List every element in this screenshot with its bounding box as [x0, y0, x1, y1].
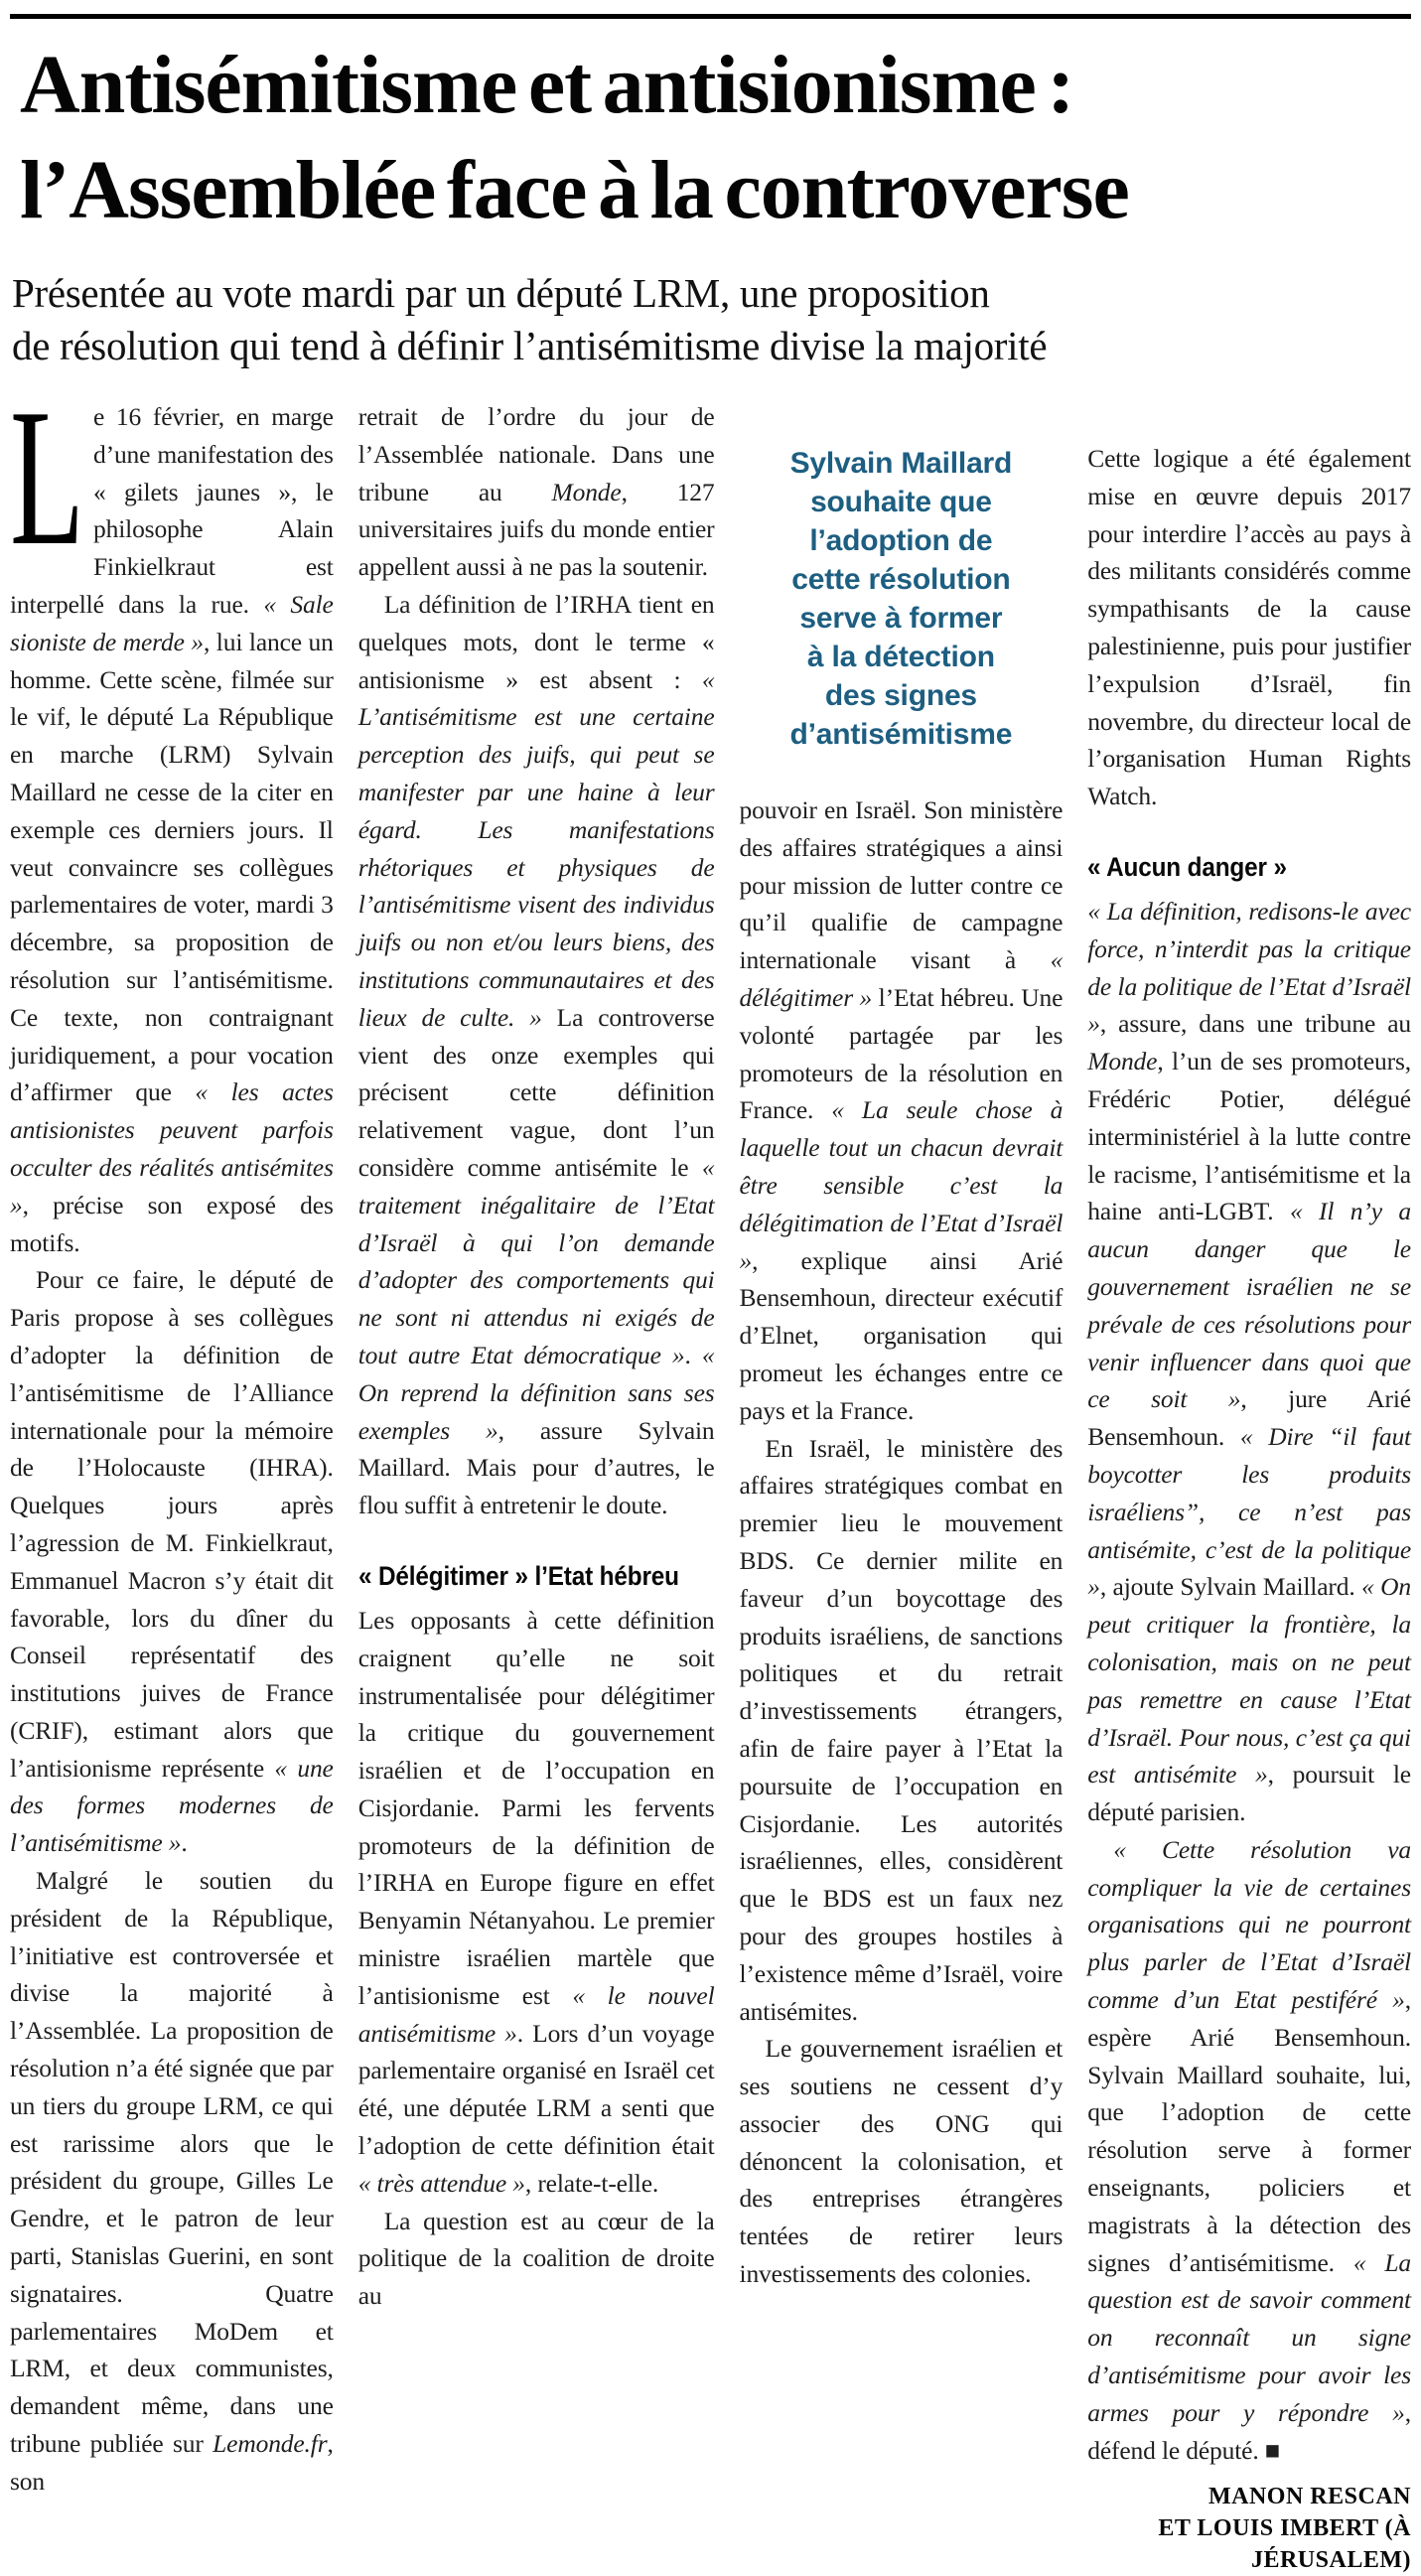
text-run: , précise son exposé des motifs. — [10, 1190, 334, 1257]
text-run: « La question est de savoir comment on reconnaît un signe d’antisémitisme pour avoir les armes pour y répondre » — [1087, 2247, 1411, 2427]
body-paragraph — [358, 1602, 715, 2203]
text-run: , défend le député. ■ — [1087, 2397, 1411, 2465]
headline-line-2: l’Assemblée face à la controverse — [20, 144, 1129, 236]
text-run: , espère Arié Bensemhoun. Sylvain Maillard souhaite, lui, que l’adoption de cette résolution serve à former enseignants, policiers et magistrats à la détection des signes d’antisémitisme. — [1087, 1985, 1411, 2277]
text-run: , jure Arié Bensemhoun. — [1087, 1384, 1411, 1452]
byline — [1087, 2481, 1411, 2576]
text-run: Pour ce faire, le député de Paris propose à ses collègues d’adopter la définition de l’antisémitisme de l’Alliance internationale pour la mémoire de l’Holocauste (IHRA). Quelques jours après l’agression de M. Finkielkraut, Emmanuel Macron s’y était dit favorable, lors du dîner du Conseil représentatif des institutions juives de France (CRIF), estimant alors que l’antisionisme représente — [10, 1265, 334, 1783]
text-run: . Lors d’un voyage parlementaire organisé en Israël cet été, une députée LRM a senti que l’adoption de cette définition était — [357, 2018, 715, 2161]
text-run: Le gouvernement israélien et ses soutiens ne cessent d’y associer des ONG qui dénoncent la colonisation, et des entreprises étrangères tentées de retirer leurs investissements des colonies. — [739, 2034, 1064, 2289]
standfirst — [12, 267, 1411, 372]
text-run: , l’un de ses promoteurs, Frédéric Potier, délégué interministériel à la lutte contre le racisme, l’antisémitisme et la haine anti-LGBT. — [1087, 1047, 1411, 1226]
body-paragraph — [740, 1430, 1064, 2031]
body-paragraph — [1087, 893, 1411, 1831]
text-line: souhaite que — [810, 486, 992, 518]
column-3 — [740, 398, 1064, 2293]
text-run: Monde — [1087, 1047, 1158, 1076]
body-paragraph — [10, 1862, 334, 2501]
body-paragraph — [740, 2030, 1064, 2293]
text-line: serve à former — [799, 602, 1003, 635]
subhead-aucun-danger: « Aucun danger » — [1087, 851, 1288, 882]
newspaper-page — [0, 14, 1421, 2574]
body-paragraph — [10, 368, 334, 1261]
text-run: , 127 universitaires juifs du monde entier appellent aussi à ne pas la soutenir. — [357, 477, 715, 582]
text-run: , explique ainsi Arié Bensemhoun, directeur exécutif d’Elnet, organisation qui promeut les échanges entre ce pays et la France. — [739, 1245, 1064, 1425]
article-columns — [10, 368, 1411, 2576]
text-run: Monde — [551, 477, 622, 506]
text-run: La controverse vient des onze exemples qui précisent cette définition relativement vague, dont l’un considère comme antisémite le — [357, 1002, 715, 1182]
column-4 — [1087, 398, 1411, 2576]
text-run: « très attendue » — [357, 2168, 525, 2198]
text-run: pouvoir en Israël. Son ministère des affaires stratégiques a ainsi pour mission de lutter contre ce qu’il qualifie de campagne internationale visant à — [739, 795, 1064, 975]
text-run: La question est au cœur de la politique de la coalition de droite au — [357, 2206, 715, 2311]
column-2 — [358, 398, 715, 2315]
text-run: « Cette résolution va compliquer la vie de certaines organisations qui ne pourront plus parler de l’Etat d’Israël comme d’un Etat pestiféré » — [1087, 1834, 1411, 2015]
text-run: « On reprend la définition sans ses exemples » — [357, 1340, 715, 1445]
body-paragraph — [358, 398, 715, 586]
text-run: « délégitimer » — [739, 945, 1064, 1012]
subhead-delegitimer: « Délégitimer » l’Etat hébreu — [357, 1560, 679, 1591]
body-paragraph — [1087, 440, 1411, 815]
text-run: « traitement inégalitaire de l’Etat d’Israël à qui l’on demande d’adopter des comportements qui ne sont ni attendus ni exigés de tout autre Etat démocratique » — [357, 1152, 715, 1369]
text-run: « L’antisémitisme est une certaine perception des juifs, qui peut se manifester par une haine à leur égard. Les manifestations rhétoriques et physiques de l’antisémitisme visent des individus juifs ou non et/ou leurs biens, des institutions communautaires et des lieux de culte. » — [357, 664, 715, 1032]
text-line: l’adoption de — [809, 524, 993, 557]
text-run: retrait de l’ordre du jour de l’Assemblée nationale. Dans une tribune au — [357, 402, 715, 506]
text-line: Sylvain Maillard — [789, 447, 1013, 480]
text-run: Malgré le soutien du président de la République, l’initiative est controversée et divise la majorité à l’Assemblée. La proposition de résolution n’a été signée que par un tiers du groupe LRM, ce qui est rarissime alors que le président du groupe, Gilles Le Gendre, et le patron de leur parti, Stanislas Guerini, en sont signataires. Quatre parlementaires MoDem et LRM, et deux communistes, demandent même, dans une tribune publiée sur — [10, 1866, 334, 2459]
text-run: « On peut critiquer la frontière, la colonisation, mais on ne peut pas remettre en cause l’Etat d’Israël. Pour nous, c’est ça qui est antisémite » — [1087, 1572, 1411, 1789]
text-run: « La définition, redisons-le avec force, n’interdit pas la critique de la politique de l’Etat d’Israël » — [1087, 896, 1411, 1039]
headline — [20, 33, 1411, 243]
pull-quote — [740, 444, 1064, 754]
body-paragraph — [358, 2203, 715, 2315]
text-run: « le nouvel antisémitisme » — [357, 1980, 715, 2048]
headline-line-1: Antisémitisme et antisionisme : — [20, 39, 1074, 131]
text-line: d’antisémitisme — [789, 718, 1013, 751]
text-run: . — [684, 1340, 702, 1369]
body-paragraph — [358, 586, 715, 1524]
text-line: MANON RESCAN — [1208, 2484, 1411, 2510]
text-run: . — [181, 1828, 188, 1858]
standfirst-line-1: Présentée au vote mardi par un député LRM, une proposition — [12, 270, 990, 316]
text-run: Cette logique a été également mise en œuvre depuis 2017 pour interdire l’accès au pays à des militants considérés comme sympathisants de la cause palestinienne, puis pour justifier l’expulsion d’Israël, fin novembre, du directeur local de l’organisation Human Rights Watch. — [1087, 444, 1411, 811]
text-run: , lui lance un homme. Cette scène, filmée sur le vif, le député La République en marche (LRM) Sylvain Maillard ne cesse de la citer en exemple ces derniers jours. Il veut convaincre ses collègues parlementaires de voter, mardi 3 décembre, sa proposition de résolution sur l’antisémitisme. Ce texte, non contraignant juridiquement, a pour vocation d’affirmer que — [10, 627, 334, 1107]
text-run: , poursuit le député parisien. — [1087, 1760, 1411, 1827]
body-paragraph — [10, 1261, 334, 1862]
body-paragraph — [740, 791, 1064, 1430]
text-run: Lemonde.fr — [213, 2429, 328, 2459]
text-run: « Il n’y a aucun danger que le gouvernement israélien ne se prévale de ces résolutions pour venir influencer dans quoi que ce soit » — [1087, 1197, 1411, 1414]
text-line: à la détection — [806, 641, 995, 673]
text-run: , relate-t-elle. — [524, 2168, 659, 2198]
text-run: La définition de l’IRHA tient en quelques mots, dont le terme « antisionisme » est absent : — [357, 589, 715, 694]
text-run: , assure Sylvain Maillard. Mais pour d’autres, le flou suffit à entretenir le doute. — [357, 1415, 715, 1520]
text-line: des signes — [824, 679, 977, 712]
column-1 — [10, 368, 334, 2501]
standfirst-line-2: de résolution qui tend à définir l’antisémitisme divise la majorité — [12, 323, 1048, 368]
text-run: , assure, dans une tribune au — [1099, 1009, 1411, 1039]
text-run: « les actes antisionistes peuvent parfois occulter des réalités antisémites » — [10, 1077, 334, 1219]
text-run: e 16 février, en marge d’une manifestation des « gilets jaunes », le philosophe Alain Finkielkraut est interpellé dans la rue. — [10, 402, 334, 619]
text-run: , son — [10, 2429, 334, 2496]
top-rule — [10, 14, 1411, 19]
text-run: , ajoute Sylvain Maillard. — [1099, 1572, 1362, 1602]
text-line: ET LOUIS IMBERT (À JÉRUSALEM) — [1158, 2515, 1411, 2574]
text-run: Les opposants à cette définition craignent qu’elle ne soit instrumentalisée pour délégitimer la critique du gouvernement israélien et de l’occupation en Cisjordanie. Parmi les fervents promoteurs de la définition de l’IRHA en Europe figure en effet Benyamin Nétanyahou. Le premier ministre israélien martèle que l’antisionisme est — [357, 1605, 715, 2010]
text-run: « Dire “il faut boycotter les produits israéliens”, ce n’est pas antisémite, c’est de la politique » — [1087, 1422, 1411, 1602]
body-paragraph — [1087, 1831, 1411, 2470]
drop-cap: L — [10, 368, 84, 586]
text-run: « La seule chose à laquelle tout un chacun devrait être sensible c’est la délégitimation de l’Etat d’Israël » — [739, 1095, 1064, 1275]
text-run: En Israël, le ministère des affaires stratégiques combat en premier lieu le mouvement BDS. Ce dernier milite en faveur d’un boycottage des produits israéliens, de sanctions politiques et du retrait d’investissements étrangers, afin de faire payer à l’Etat la poursuite de l’occupation en Cisjordanie. Les autorités israéliennes, elles, considèrent que le BDS est un faux nez pour des groupes hostiles à l’existence même d’Israël, voire antisémites. — [739, 1433, 1064, 2026]
text-run: l’Etat hébreu. Une volonté partagée par les promoteurs de la résolution en France. — [739, 982, 1064, 1125]
text-line: cette résolution — [791, 563, 1011, 596]
text-run: « Sale sioniste de merde » — [10, 589, 334, 656]
text-run: « une des formes modernes de l’antisémitisme » — [10, 1753, 334, 1858]
